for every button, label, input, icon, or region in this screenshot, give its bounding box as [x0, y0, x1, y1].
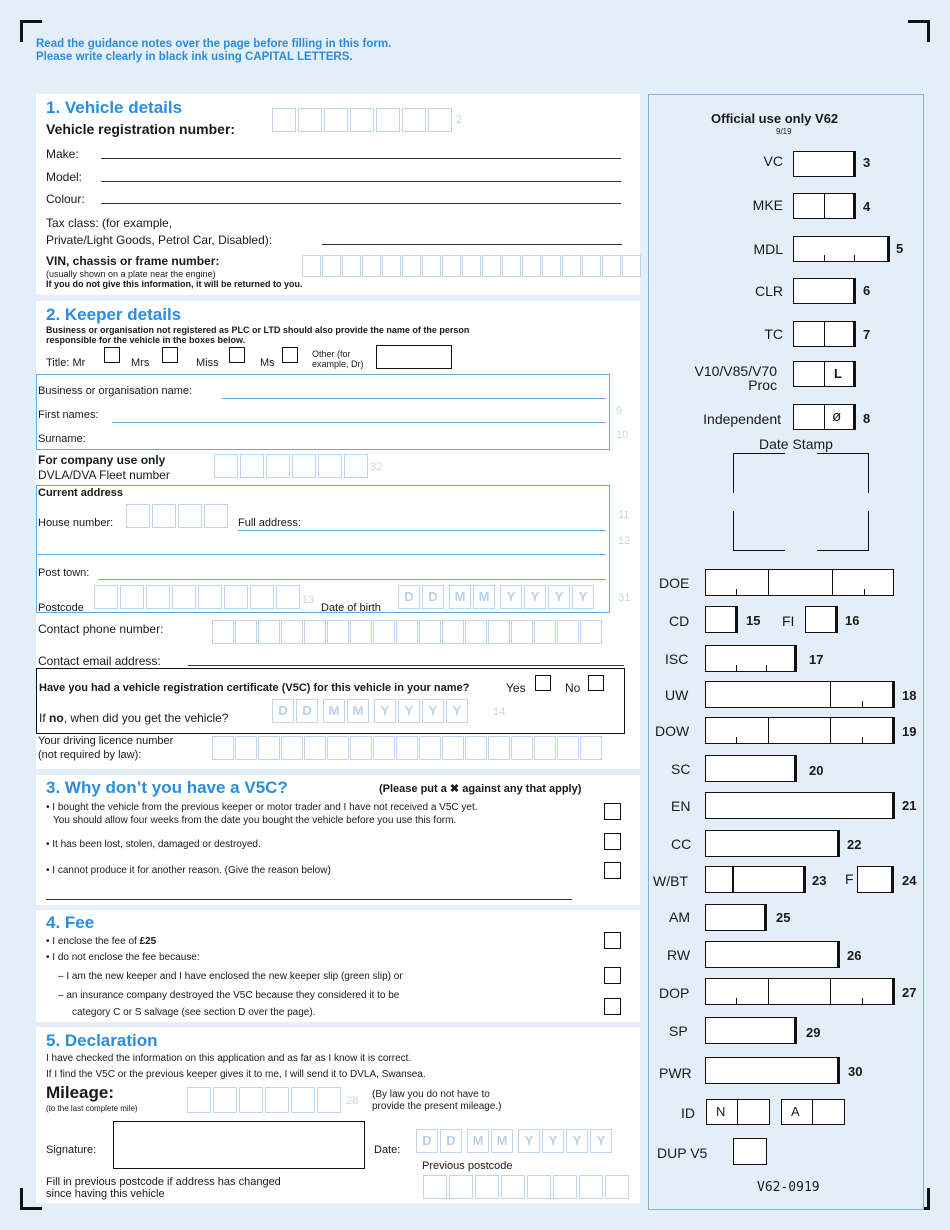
licence-label: Your driving licence number: [38, 735, 174, 747]
current-address-label: Current address: [38, 487, 123, 499]
post-town-label: Post town:: [38, 567, 90, 579]
mke-number: 4: [863, 199, 871, 214]
proc-value: L: [834, 366, 842, 381]
reason-2-checkbox[interactable]: [604, 833, 621, 850]
cross-icon: ✖: [449, 783, 460, 795]
email-label: Contact email address:: [38, 654, 161, 668]
cd-field[interactable]: [705, 606, 738, 633]
rw-number: 26: [847, 948, 862, 963]
instruction-suffix: against any that apply): [462, 783, 582, 795]
tax-class-example: Private/Light Goods, Petrol Car, Disabled):: [46, 233, 273, 247]
rw-field[interactable]: [705, 941, 840, 968]
dob-box: Y: [548, 585, 570, 609]
v5c-yes-label: Yes: [506, 681, 526, 695]
field-number: 9: [616, 405, 623, 417]
section-title: 2. Keeper details: [46, 305, 182, 324]
mileage-label: Mileage:: [46, 1083, 115, 1102]
cc-field[interactable]: [705, 830, 840, 857]
reg-number-label: Vehicle registration number:: [46, 121, 236, 137]
vc-number: 3: [863, 155, 871, 170]
signature-label: Signature:: [46, 1144, 97, 1156]
field-number: 13: [302, 594, 315, 606]
mileage-boxes[interactable]: [187, 1087, 343, 1113]
address-line-2-input[interactable]: [38, 554, 606, 555]
am-number: 25: [776, 910, 791, 925]
reason-1-text: • I bought the vehicle from the previous keeper or motor trader and I have not received a V5C yet.: [46, 802, 478, 813]
previous-postcode-label: Previous postcode: [422, 1160, 513, 1172]
field-number: 32: [370, 461, 383, 473]
tax-class-label: Tax class: (for example,: [46, 216, 173, 230]
mdl-number: 5: [896, 241, 904, 256]
colour-input[interactable]: [101, 203, 621, 204]
section-why-no-v5c: [36, 775, 640, 905]
previous-postcode-note-2: since having this vehicle: [46, 1188, 165, 1200]
dop-label: DOP: [659, 985, 690, 1001]
fleet-number-boxes[interactable]: [214, 454, 370, 478]
en-number: 21: [902, 798, 917, 813]
dob-box: Y: [500, 585, 522, 609]
vc-label: VC: [763, 153, 783, 169]
full-address-input[interactable]: [238, 530, 606, 531]
independent-field[interactable]: [793, 404, 856, 430]
isc-field[interactable]: [705, 645, 797, 672]
field-number: 28: [346, 1095, 359, 1107]
title-other-example: example, Dr): [312, 359, 364, 369]
date-box: Y: [542, 1129, 564, 1153]
phone-label: Contact phone number:: [38, 622, 164, 636]
intro-notes: [36, 38, 636, 64]
form-code: V62-0919: [757, 1180, 820, 1195]
declaration-text-1: I have checked the information on this application and as far as I know it is correct.: [46, 1053, 412, 1064]
if-no-prefix: If: [39, 711, 50, 725]
uw-label: UW: [665, 687, 689, 703]
v5c-no-checkbox[interactable]: [588, 675, 604, 691]
clr-label: CLR: [754, 283, 783, 299]
id-n-value: N: [716, 1104, 726, 1119]
reason-3-checkbox[interactable]: [604, 862, 621, 879]
post-town-input[interactable]: [98, 579, 606, 580]
mdl-field[interactable]: [793, 236, 890, 262]
reason-1-checkbox[interactable]: [604, 803, 621, 820]
dob-box: M: [449, 585, 471, 609]
proc-field[interactable]: [793, 361, 856, 387]
crop-mark-top-right: [908, 20, 930, 42]
if-no-suffix: , when did you get the vehicle?: [63, 711, 229, 725]
title-other-input[interactable]: [376, 345, 452, 369]
field-number: 12: [618, 535, 631, 547]
f-number: 24: [902, 873, 917, 888]
declaration-date-boxes[interactable]: [416, 1129, 614, 1153]
id-label: ID: [681, 1105, 695, 1121]
reason-other-input[interactable]: [46, 899, 572, 900]
declaration-text-2: If I find the V5C or the previous keeper gives it to me, I will send it to DVLA, Swansea.: [46, 1069, 426, 1080]
independent-value: ø: [832, 408, 842, 425]
dow-label: DOW: [655, 723, 690, 739]
house-number-label: House number:: [38, 517, 114, 529]
date-box: Y: [590, 1129, 612, 1153]
section-title: 1. Vehicle details: [46, 98, 183, 117]
model-input[interactable]: [101, 181, 621, 182]
dup-v5-label: DUP V5: [657, 1145, 708, 1161]
reg-number-boxes[interactable]: [272, 108, 454, 132]
id-a-field[interactable]: [781, 1099, 845, 1125]
postcode-boxes[interactable]: [94, 585, 302, 609]
fee-reason-2-text: – an insurance company destroyed the V5C because they considered it to be: [58, 990, 400, 1001]
am-label: AM: [669, 909, 690, 925]
doe-field[interactable]: [705, 569, 894, 596]
mileage-note: (to the last complete mile): [46, 1104, 138, 1113]
tc-field[interactable]: [793, 321, 856, 347]
fi-label: FI: [782, 613, 795, 629]
date-stamp-area[interactable]: [733, 453, 869, 551]
rw-label: RW: [667, 947, 691, 963]
section-title: 3. Why don’t you have a V5C?: [46, 778, 288, 797]
if-no-label: [39, 711, 228, 725]
company-use-label: For company use only: [38, 453, 166, 467]
f-label: F: [845, 871, 854, 887]
cd-number: 15: [746, 613, 761, 628]
date-box: D: [416, 1129, 438, 1153]
keeper-note-2: responsible for the vehicle in the boxes below.: [46, 335, 246, 345]
full-address-label: Full address:: [238, 517, 301, 529]
tax-class-input[interactable]: [322, 244, 622, 245]
fi-field[interactable]: [805, 606, 838, 633]
intro-line-2: Please write clearly in black ink using CAPITAL LETTERS.: [36, 51, 353, 63]
colour-label: Colour:: [46, 192, 85, 206]
wbt-number: 23: [812, 873, 827, 888]
surname-label: Surname:: [38, 433, 86, 445]
date-stamp-label: Date Stamp: [759, 436, 833, 452]
en-field[interactable]: [705, 792, 895, 819]
v5c-no-label: No: [565, 681, 581, 695]
field-number: 31: [618, 592, 631, 604]
proc-label-2: Proc: [748, 377, 777, 393]
dow-field[interactable]: [705, 717, 895, 744]
section-title: 5. Declaration: [46, 1031, 158, 1050]
licence-note: (not required by law):: [38, 749, 142, 761]
date-box: Y: [422, 699, 444, 723]
date-box: Y: [374, 699, 396, 723]
reason-2-text: • It has been lost, stolen, damaged or destroyed.: [46, 839, 261, 850]
section-title: 4. Fee: [46, 913, 95, 932]
dow-number: 19: [902, 724, 917, 739]
uw-number: 18: [902, 688, 917, 703]
clr-field[interactable]: [793, 278, 856, 304]
why-instruction: [379, 782, 581, 795]
fee-reason-1-checkbox[interactable]: [604, 967, 621, 984]
isc-number: 17: [809, 652, 824, 667]
field-number: 2: [456, 114, 463, 126]
mileage-law-note: (By law you do not have to: [372, 1089, 490, 1100]
fee-reason-2-checkbox[interactable]: [604, 998, 621, 1015]
sp-number: 29: [806, 1025, 821, 1040]
vehicle-date-boxes[interactable]: [272, 699, 470, 723]
cc-number: 22: [847, 837, 862, 852]
title-ms-checkbox[interactable]: [282, 347, 298, 363]
vin-boxes[interactable]: [302, 255, 642, 277]
field-number: 14: [493, 706, 506, 718]
en-label: EN: [671, 798, 691, 814]
dob-box: D: [422, 585, 444, 609]
business-name-label: Business or organisation name:: [38, 385, 193, 397]
dob-box: Y: [524, 585, 546, 609]
if-no-emphasis: no: [49, 711, 64, 725]
doe-label: DOE: [659, 575, 690, 591]
clr-number: 6: [863, 283, 871, 298]
signature-input[interactable]: [113, 1121, 365, 1169]
first-names-input[interactable]: [112, 422, 606, 423]
independent-label: Independent: [703, 411, 781, 427]
house-number-boxes[interactable]: [126, 504, 230, 528]
independent-number: 8: [863, 411, 871, 426]
fee-reason-2-note: category C or S salvage (see section D over the page).: [72, 1007, 316, 1018]
make-input[interactable]: [101, 158, 621, 159]
section-fee: [36, 910, 640, 1022]
dup-v5-field[interactable]: [733, 1138, 767, 1165]
vc-field[interactable]: [793, 151, 856, 177]
title-miss-label: Miss: [196, 357, 219, 369]
first-names-label: First names:: [38, 409, 99, 421]
field-number: 11: [618, 509, 630, 521]
mke-field[interactable]: [793, 193, 856, 219]
reason-1-note: You should allow four weeks from the date you bought the vehicle before you use this form.: [53, 815, 457, 826]
date-box: Y: [446, 699, 468, 723]
id-a-value: A: [791, 1104, 800, 1119]
field-number: 10: [616, 429, 629, 441]
uw-field[interactable]: [705, 681, 895, 708]
official-use-panel: [648, 94, 924, 1210]
date-of-birth-boxes[interactable]: [398, 585, 596, 609]
vin-label: VIN, chassis or frame number:: [46, 254, 220, 268]
business-name-input[interactable]: [222, 398, 606, 399]
fee-reason-1-text: – I am the new keeper and I have enclosed the new keeper slip (green slip) or: [58, 971, 403, 982]
dop-field[interactable]: [705, 978, 895, 1005]
email-input[interactable]: [188, 665, 624, 666]
mdl-label: MDL: [753, 241, 783, 257]
section-vehicle-details: [36, 94, 640, 295]
pwr-field[interactable]: [705, 1057, 840, 1084]
date-box: D: [440, 1129, 462, 1153]
sc-number: 20: [809, 763, 824, 778]
dob-box: M: [473, 585, 495, 609]
date-box: M: [467, 1129, 489, 1153]
fee-not-enclosed-text: • I do not enclose the fee because:: [46, 952, 200, 963]
official-use-title: Official use only V62: [711, 111, 839, 126]
date-box: Y: [398, 699, 420, 723]
date-box: M: [323, 699, 345, 723]
date-box: D: [272, 699, 294, 723]
date-label: Date:: [374, 1144, 401, 1156]
id-n-field[interactable]: [706, 1099, 770, 1125]
date-box: Y: [518, 1129, 540, 1153]
sc-field[interactable]: [705, 755, 797, 782]
v5c-yes-checkbox[interactable]: [535, 675, 551, 691]
dop-number: 27: [902, 985, 917, 1000]
reason-3-text: • I cannot produce it for another reason. (Give the reason below): [46, 865, 331, 876]
am-field[interactable]: [705, 904, 767, 931]
sp-label: SP: [669, 1023, 688, 1039]
postcode-label: Postcode: [38, 602, 84, 614]
title-label: Title: Mr: [46, 357, 86, 369]
title-miss-checkbox[interactable]: [229, 347, 245, 363]
dob-box: Y: [572, 585, 594, 609]
pwr-label: PWR: [659, 1065, 692, 1081]
pwr-number: 30: [848, 1064, 863, 1079]
vin-warning: If you do not give this information, it will be returned to you.: [46, 279, 303, 289]
mileage-law-note-2: provide the present mileage.): [372, 1101, 502, 1112]
tc-number: 7: [863, 327, 871, 342]
previous-postcode-boxes[interactable]: [423, 1175, 631, 1199]
cd-label: CD: [669, 613, 690, 629]
wbt-label: W/BT: [653, 873, 688, 889]
model-label: Model:: [46, 170, 83, 184]
sc-label: SC: [671, 761, 691, 777]
previous-postcode-note-1: Fill in previous postcode if address has changed: [46, 1176, 281, 1188]
date-box: M: [491, 1129, 513, 1153]
section-declaration: [36, 1027, 640, 1203]
fee-amount: £25: [139, 936, 157, 947]
date-box: M: [347, 699, 369, 723]
dob-box: D: [398, 585, 420, 609]
v5c-question: Have you had a vehicle registration certificate (V5C) for this vehicle in your name?: [39, 682, 470, 694]
phone-boxes[interactable]: [212, 620, 603, 644]
title-mr-checkbox[interactable]: [104, 347, 120, 363]
intro-line-1: Read the guidance notes over the page before filling in this form.: [36, 38, 392, 50]
f-field[interactable]: [857, 866, 894, 893]
date-of-birth-label: Date of birth: [321, 602, 381, 614]
official-use-version: 9/19: [776, 127, 792, 136]
date-box: D: [296, 699, 318, 723]
tc-label: TC: [764, 326, 783, 342]
vin-note: (usually shown on a plate near the engine): [46, 269, 216, 279]
fee-enclosed-prefix: • I enclose the fee of: [46, 936, 140, 947]
title-mrs-checkbox[interactable]: [162, 347, 178, 363]
section-keeper-details: [36, 301, 640, 769]
fee-enclosed-checkbox[interactable]: [604, 932, 621, 949]
fi-number: 16: [845, 613, 860, 628]
fee-enclosed-text: [46, 936, 156, 947]
wbt-field[interactable]: [705, 866, 806, 893]
title-mrs-label: Mrs: [131, 357, 150, 369]
isc-label: ISC: [665, 651, 689, 667]
keeper-note-1: Business or organisation not registered as PLC or LTD should also provide the name of the person: [46, 325, 470, 335]
cc-label: CC: [671, 836, 692, 852]
date-box: Y: [566, 1129, 588, 1153]
instruction-prefix: (Please put a: [379, 783, 447, 795]
mke-label: MKE: [752, 197, 783, 213]
title-other-label: Other (for: [312, 349, 351, 359]
title-ms-label: Ms: [260, 357, 275, 369]
make-label: Make:: [46, 147, 79, 161]
licence-boxes[interactable]: [212, 736, 603, 760]
fleet-number-label: DVLA/DVA Fleet number: [38, 468, 170, 482]
sp-field[interactable]: [705, 1017, 797, 1044]
proc-label: V10/V85/V70: [694, 363, 777, 379]
